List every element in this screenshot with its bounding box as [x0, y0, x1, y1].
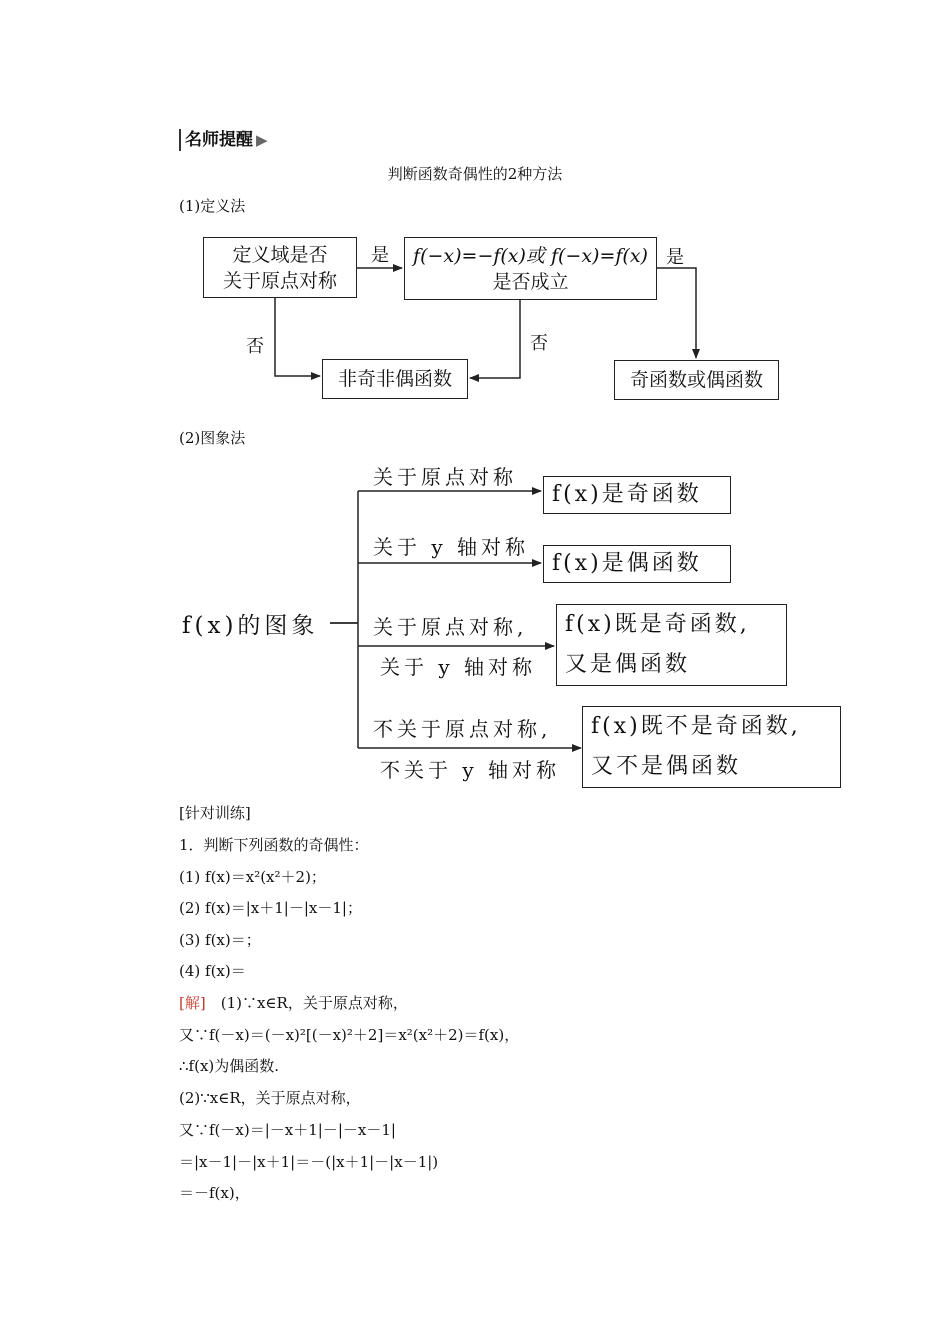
box-domain-line2: 关于原点对称	[222, 269, 337, 292]
method2-label: (2)图象法	[179, 429, 246, 447]
branch4-result-line1: f(x)既不是奇函数,	[591, 714, 801, 739]
arrow-cond-to-neither	[470, 300, 520, 378]
solution-line-2: 又∵f(－x)＝(－x)²[(－x)²＋2]＝x²(x²＋2)＝f(x)，	[179, 1026, 520, 1044]
arrow-domain-to-neither	[275, 298, 320, 376]
box-domain-symmetric	[203, 237, 357, 298]
solution-line-1-text: (1)∵x∈R，关于原点对称，	[205, 994, 408, 1012]
branch4-result-line2: 又不是偶函数	[591, 754, 742, 779]
branch1-label: 关于原点对称	[373, 465, 517, 489]
box-domain-line1: 定义域是否	[232, 243, 328, 266]
box-condition-line1: f(−x)=−f(x)或 f(−x)=f(x)	[413, 244, 648, 267]
branch2-label: 关于 y 轴对称	[373, 535, 530, 559]
branch3-label-line1: 关于原点对称,	[373, 615, 528, 639]
solution-line-3: ∴f(x)为偶函数.	[179, 1057, 280, 1075]
box-condition-line2: 是否成立	[492, 270, 569, 293]
question-1: (1) f(x)＝x²(x²＋2)；	[179, 868, 326, 886]
branch1-result: f(x)是奇函数	[543, 476, 731, 514]
branch3-label-line2: 关于 y 轴对称	[380, 655, 537, 679]
branch4-label-line1: 不关于原点对称,	[373, 717, 552, 741]
box-condition	[404, 237, 657, 300]
method1-label: (1)定义法	[179, 197, 246, 215]
branch3-result-line2: 又是偶函数	[565, 652, 691, 677]
practice-heading: [针对训练]	[179, 804, 251, 822]
solution-line-7: ＝－f(x)，	[179, 1184, 250, 1202]
yes-label-2: 是	[666, 247, 684, 268]
arrow-cond-to-result	[657, 268, 696, 358]
no-label-1: 否	[246, 336, 264, 357]
solution-line-6: ＝|x－1|－|x＋1|＝－(|x＋1|－|x－1|)	[179, 1153, 439, 1171]
box-neither: 非奇非偶函数	[322, 359, 468, 399]
no-label-2: 否	[530, 333, 548, 354]
yes-label-1: 是	[371, 245, 389, 266]
solution-line-1	[179, 992, 408, 1013]
box-odd-or-even: 奇函数或偶函数	[614, 360, 779, 400]
solution-line-4: (2)∵x∈R，关于原点对称，	[179, 1089, 361, 1107]
section-title: 判断函数奇偶性的2种方法	[387, 165, 563, 183]
solution-tag: [解]	[179, 994, 206, 1012]
tree-root: f(x)的图象	[182, 613, 319, 639]
solution-line-5: 又∵f(－x)＝|－x＋1|－|－x－1|	[179, 1121, 396, 1139]
question-4: (4) f(x)＝	[179, 962, 246, 980]
branch2-result: f(x)是偶函数	[543, 545, 731, 583]
question-2: (2) f(x)＝|x＋1|－|x－1|；	[179, 899, 362, 917]
branch3-result	[556, 604, 787, 686]
tip-heading-label: 名师提醒	[185, 130, 253, 150]
play-arrow-icon: ▶	[256, 131, 268, 149]
question-intro: 1．判断下列函数的奇偶性：	[179, 836, 369, 854]
branch4-result	[582, 706, 841, 788]
branch4-label-line2: 不关于 y 轴对称	[380, 758, 561, 782]
branch3-result-line1: f(x)既是奇函数,	[565, 612, 750, 637]
question-3: (3) f(x)＝；	[179, 931, 261, 949]
